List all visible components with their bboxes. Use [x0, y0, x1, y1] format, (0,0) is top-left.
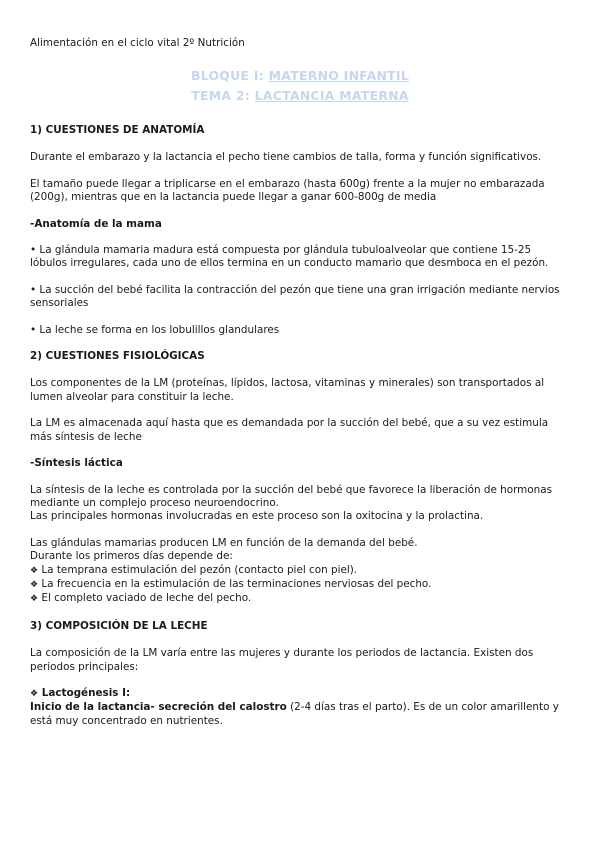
paragraph: Las principales hormonas involucradas en este proceso son la oxitocina y la prolactina.: [30, 510, 484, 523]
diamond-bullet-icon: ❖: [30, 579, 39, 590]
bullet-item: • La succión del bebé facilita la contracción del pezón que tiene una gran irrigación mediante nervios sensoriales: [30, 283, 560, 310]
document-body: [30, 124, 570, 728]
paragraph: La composición de la LM varía entre las mujeres y durante los periodos de lactancia. Existen dos periodos principales:: [30, 647, 534, 673]
diamond-list-item: ❖ El completo vaciado de leche del pecho.: [30, 592, 252, 605]
topic-title: [0, 88, 600, 103]
paragraph: Las glándulas mamarias producen LM en función de la demanda del bebé.: [30, 536, 418, 549]
subheading-sintesis-lactica: -Síntesis láctica: [30, 457, 123, 470]
block-title-prefix: BLOQUE I:: [190, 68, 269, 83]
paragraph: [30, 701, 570, 728]
lactogenesis-bold-text: Inicio de la lactancia- secreción del calostro: [30, 701, 287, 714]
paragraph: Durante los primeros días depende de:: [30, 550, 233, 563]
lactogenesis-text: (2-4 días tras el parto). Es de un color amarillento y está muy concentrado en nutrientes.: [30, 701, 559, 727]
section-heading-anatomy: 1) CUESTIONES DE ANATOMÍA: [30, 124, 205, 136]
diamond-list-item: ❖ La temprana estimulación del pezón (contacto piel con piel).: [30, 563, 358, 576]
diamond-bullet-icon: ❖: [30, 688, 39, 699]
diamond-bullet-icon: ❖: [30, 565, 39, 576]
topic-title-link[interactable]: LACTANCIA MATERNA: [254, 88, 409, 103]
section-heading-composition: 3) COMPOSICIÓN DE LA LECHE: [30, 619, 208, 632]
subheading-anatomia-mama: -Anatomía de la mama: [30, 217, 162, 230]
bullet-item: • La glándula mamaria madura está compuesta por glándula tubuloalveolar que contiene 15-25 lóbulos irregulares, cada uno de ellos termina en un conducto mamario que desmboca en el pezón.: [30, 244, 549, 270]
paragraph: La LM es almacenada aquí hasta que es demandada por la succión del bebé, que a su vez estimula más síntesis de leche: [30, 417, 549, 443]
paragraph: La síntesis de la leche es controlada por la succión del bebé que favorece la liberación de hormonas mediante un complejo proceso neuroendocrino.: [30, 483, 553, 509]
block-title: [0, 68, 600, 83]
page-header: Alimentación en el ciclo vital 2º Nutrición: [30, 37, 245, 49]
topic-title-prefix: TEMA 2:: [191, 88, 255, 103]
diamond-bullet-icon: ❖: [30, 594, 39, 605]
paragraph: Los componentes de la LM (proteínas, lípidos, lactosa, vitaminas y minerales) son transportados al lumen alveolar para constituir la leche.: [30, 377, 545, 403]
bullet-item: • La leche se forma en los lobulillos glandulares: [30, 323, 280, 336]
section-heading-physiology: 2) CUESTIONES FISIOLÓGICAS: [30, 350, 205, 363]
lactogenesis-heading: ❖ Lactogénesis I:: [30, 686, 131, 699]
diamond-list-item: ❖ La frecuencia en la estimulación de las terminaciones nerviosas del pecho.: [30, 577, 432, 590]
paragraph: El tamaño puede llegar a triplicarse en el embarazo (hasta 600g) frente a la mujer no embarazada (200g), mientras que en la lactancia puede llegar a ganar 600-800g de media: [30, 177, 545, 204]
block-title-link[interactable]: MATERNO INFANTIL: [268, 68, 410, 83]
paragraph: Durante el embarazo y la lactancia el pecho tiene cambios de talla, forma y función significativos.: [30, 151, 542, 164]
